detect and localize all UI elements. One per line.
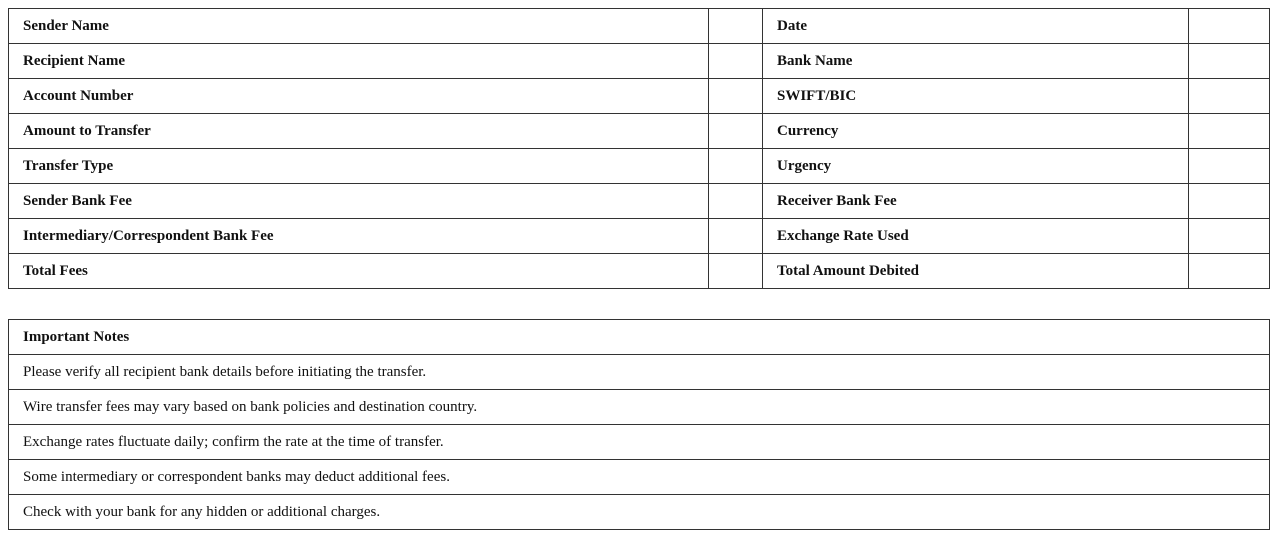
right-field-label: Exchange Rate Used [763, 219, 1189, 254]
right-field-value[interactable] [1189, 44, 1270, 79]
right-field-value[interactable] [1189, 79, 1270, 114]
fee-row [9, 219, 1270, 254]
right-field-value[interactable] [1189, 254, 1270, 289]
right-field-label: SWIFT/BIC [763, 79, 1189, 114]
left-field-label: Amount to Transfer [9, 114, 709, 149]
note-row [9, 355, 1270, 390]
fee-row [9, 44, 1270, 79]
left-field-value[interactable] [709, 44, 763, 79]
left-field-value[interactable] [709, 149, 763, 184]
notes-header: Important Notes [9, 320, 1270, 355]
left-field-label: Sender Bank Fee [9, 184, 709, 219]
fee-row [9, 79, 1270, 114]
note-row [9, 425, 1270, 460]
fee-row [9, 184, 1270, 219]
notes-header-row [9, 320, 1270, 355]
left-field-label: Transfer Type [9, 149, 709, 184]
important-notes-table [8, 319, 1270, 530]
fee-row [9, 254, 1270, 289]
right-field-label: Bank Name [763, 44, 1189, 79]
left-field-label: Total Fees [9, 254, 709, 289]
right-field-label: Urgency [763, 149, 1189, 184]
fee-row [9, 114, 1270, 149]
note-text: Please verify all recipient bank details before initiating the transfer. [9, 355, 1270, 390]
left-field-label: Sender Name [9, 9, 709, 44]
note-text: Check with your bank for any hidden or additional charges. [9, 495, 1270, 530]
left-field-label: Intermediary/Correspondent Bank Fee [9, 219, 709, 254]
note-row [9, 390, 1270, 425]
note-text: Some intermediary or correspondent banks may deduct additional fees. [9, 460, 1270, 495]
left-field-label: Account Number [9, 79, 709, 114]
right-field-label: Date [763, 9, 1189, 44]
wire-transfer-fees-table [8, 8, 1270, 289]
right-field-value[interactable] [1189, 219, 1270, 254]
left-field-label: Recipient Name [9, 44, 709, 79]
right-field-label: Total Amount Debited [763, 254, 1189, 289]
fee-row [9, 149, 1270, 184]
fee-row [9, 9, 1270, 44]
right-field-value[interactable] [1189, 114, 1270, 149]
right-field-value[interactable] [1189, 149, 1270, 184]
left-field-value[interactable] [709, 219, 763, 254]
note-row [9, 495, 1270, 530]
left-field-value[interactable] [709, 9, 763, 44]
left-field-value[interactable] [709, 184, 763, 219]
left-field-value[interactable] [709, 79, 763, 114]
note-text: Wire transfer fees may vary based on bank policies and destination country. [9, 390, 1270, 425]
right-field-label: Receiver Bank Fee [763, 184, 1189, 219]
left-field-value[interactable] [709, 254, 763, 289]
right-field-value[interactable] [1189, 184, 1270, 219]
right-field-value[interactable] [1189, 9, 1270, 44]
left-field-value[interactable] [709, 114, 763, 149]
right-field-label: Currency [763, 114, 1189, 149]
note-row [9, 460, 1270, 495]
note-text: Exchange rates fluctuate daily; confirm the rate at the time of transfer. [9, 425, 1270, 460]
